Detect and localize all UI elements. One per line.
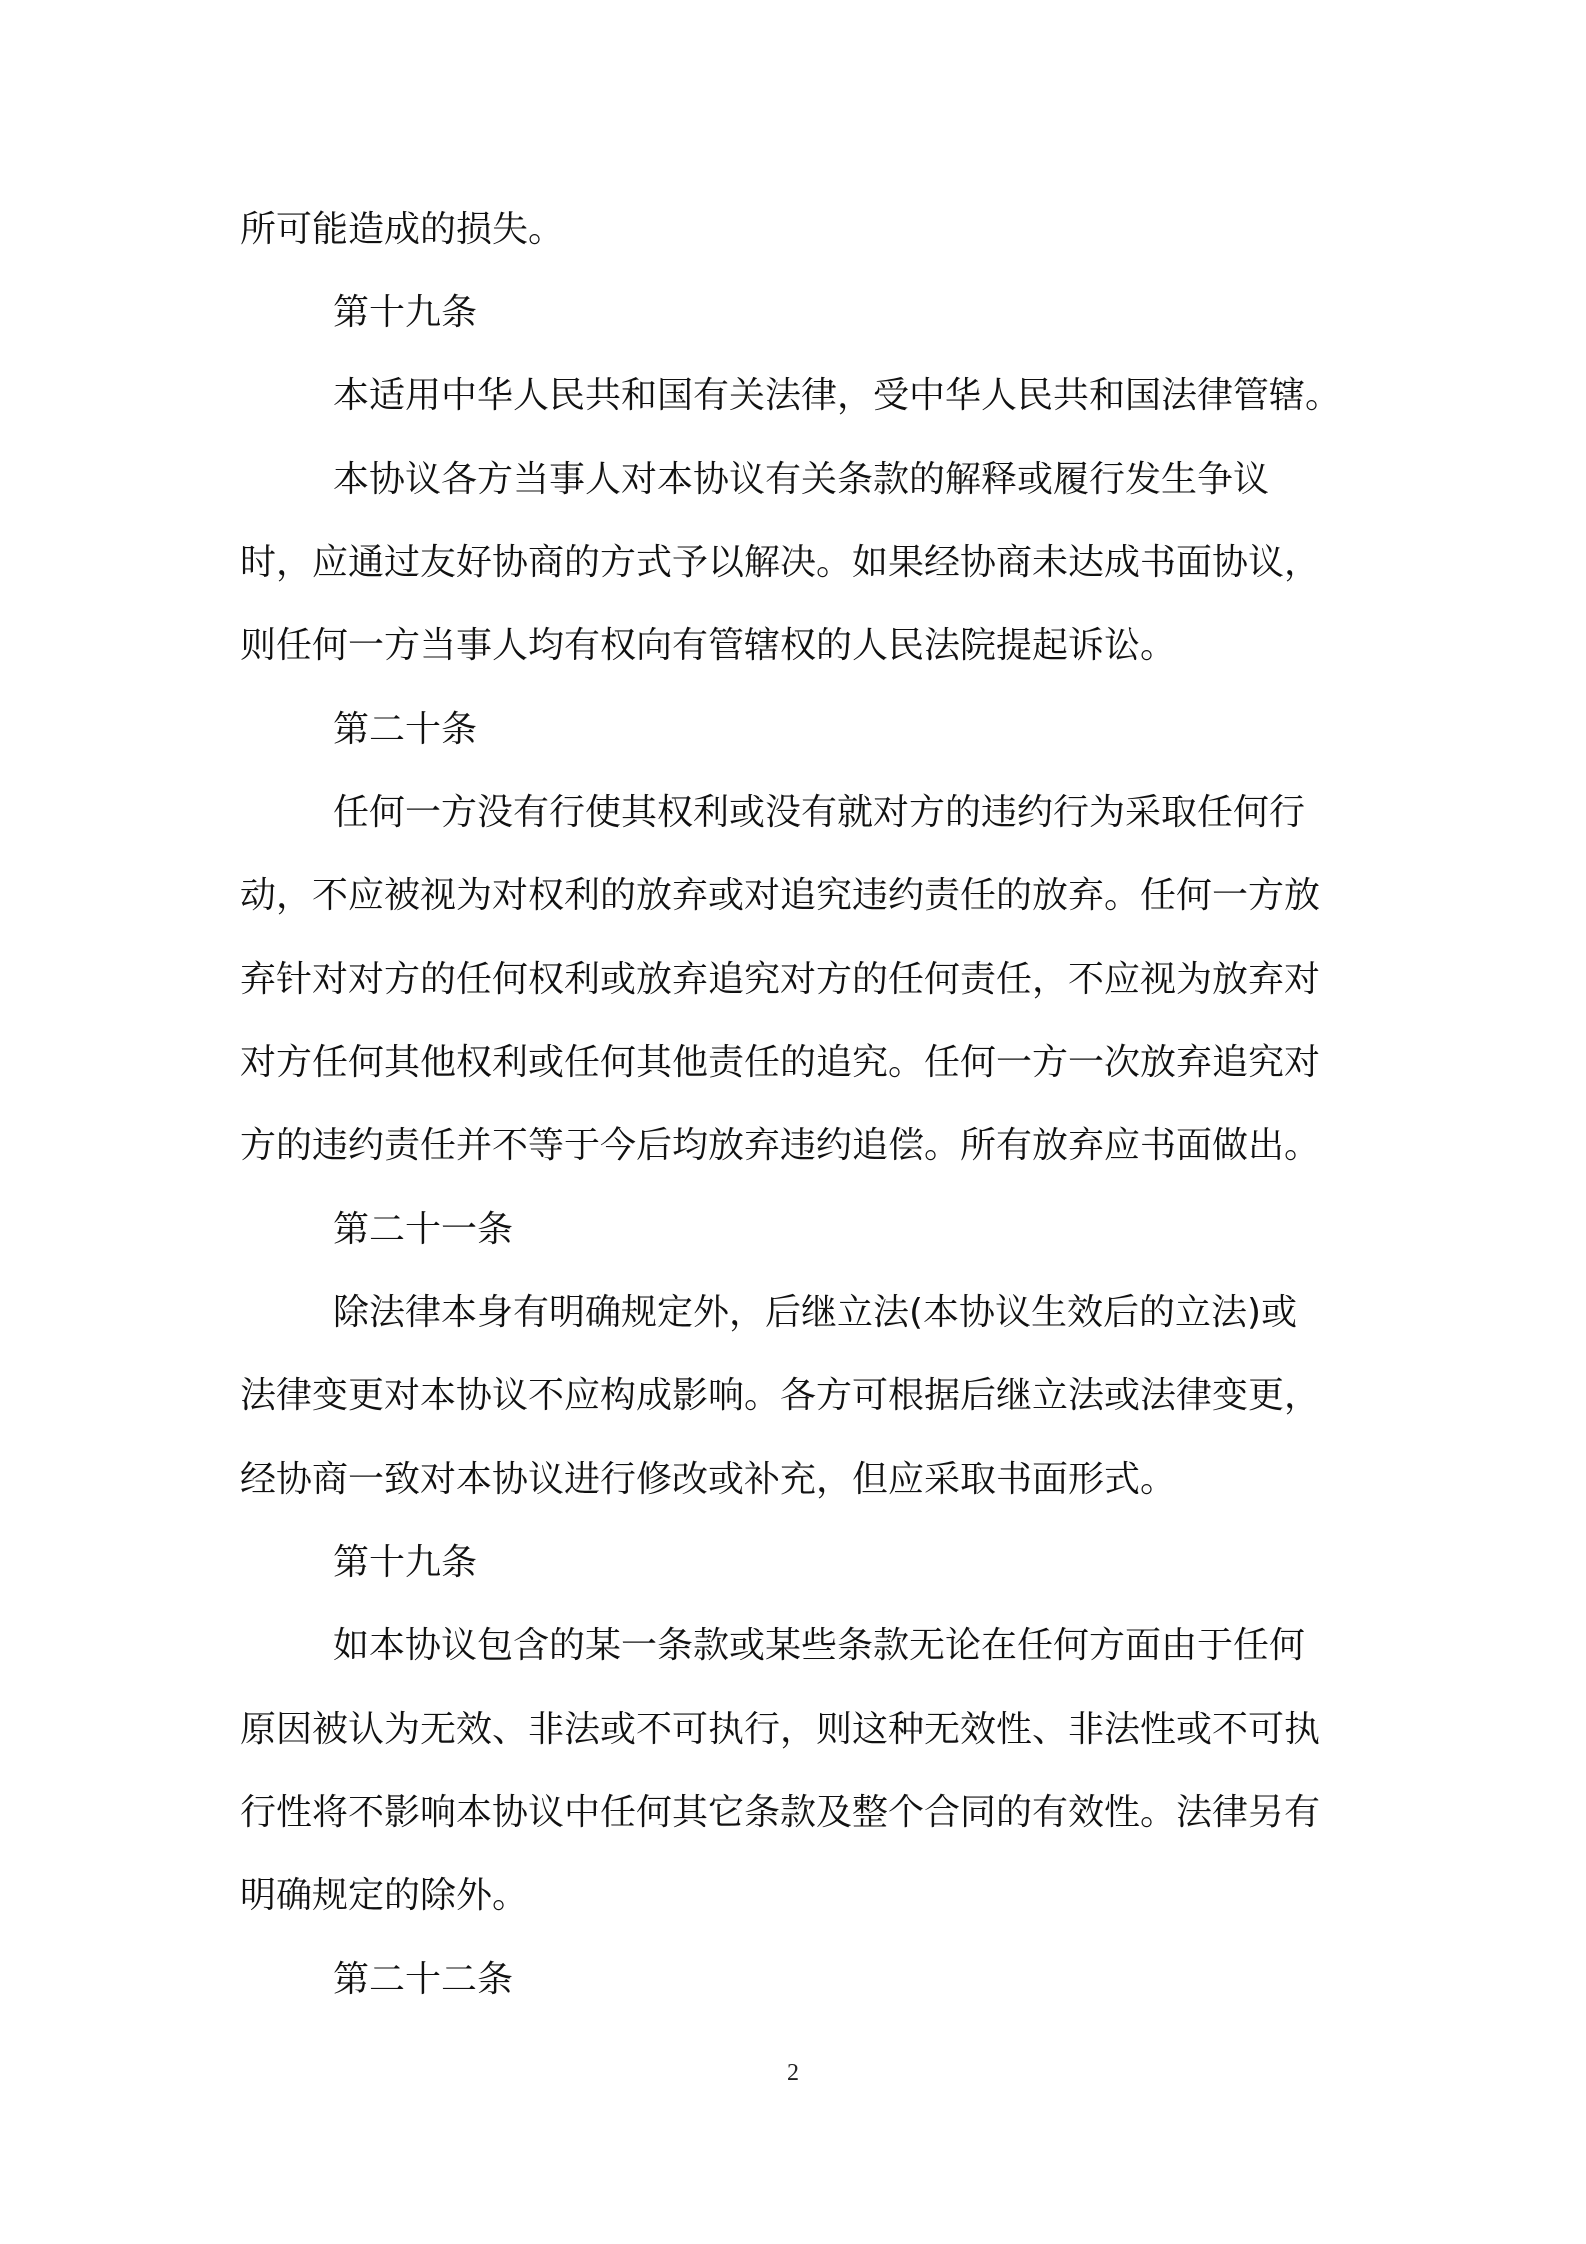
text-line: 弃针对对方的任何权利或放弃追究对方的任何责任，不应视为放弃对 — [240, 959, 1321, 1000]
text-line: 法律变更对本协议不应构成影响。各方可根据后继立法或法律变更， — [240, 1375, 1321, 1416]
article-heading: 第二十一条 — [333, 1209, 514, 1250]
text-line: 方的违约责任并不等于今后均放弃违约追偿。所有放弃应书面做出。 — [240, 1125, 1321, 1166]
text-line: 本协议各方当事人对本协议有关条款的解释或履行发生争议 — [333, 459, 1270, 500]
page-number: 2 — [787, 2060, 799, 2086]
article-heading: 第十九条 — [333, 1542, 478, 1583]
text-line: 除法律本身有明确规定外，后继立法(本协议生效后的立法)或 — [333, 1292, 1298, 1333]
text-line: 行性将不影响本协议中任何其它条款及整个合同的有效性。法律另有 — [240, 1792, 1321, 1833]
text-line: 原因被认为无效、非法或不可执行，则这种无效性、非法性或不可执 — [240, 1709, 1321, 1750]
text-line: 如本协议包含的某一条款或某些条款无论在任何方面由于任何 — [333, 1625, 1306, 1666]
text-line: 动，不应被视为对权利的放弃或对追究违约责任的放弃。任何一方放 — [240, 875, 1321, 916]
text-line: 本适用中华人民共和国有关法律，受中华人民共和国法律管辖。 — [333, 375, 1342, 416]
article-heading: 第十九条 — [333, 292, 478, 333]
text-line: 明确规定的除外。 — [240, 1875, 529, 1916]
article-heading: 第二十二条 — [333, 1959, 514, 2000]
article-heading: 第二十条 — [333, 709, 478, 750]
text-line: 时，应通过友好协商的方式予以解决。如果经协商未达成书面协议， — [240, 542, 1321, 583]
text-line: 所可能造成的损失。 — [240, 209, 565, 250]
text-line: 经协商一致对本协议进行修改或补充，但应采取书面形式。 — [240, 1459, 1177, 1500]
text-line: 对方任何其他权利或任何其他责任的追究。任何一方一次放弃追究对 — [240, 1042, 1321, 1083]
text-line: 任何一方没有行使其权利或没有就对方的违约行为采取任何行 — [333, 792, 1306, 833]
text-line: 则任何一方当事人均有权向有管辖权的人民法院提起诉讼。 — [240, 625, 1177, 666]
